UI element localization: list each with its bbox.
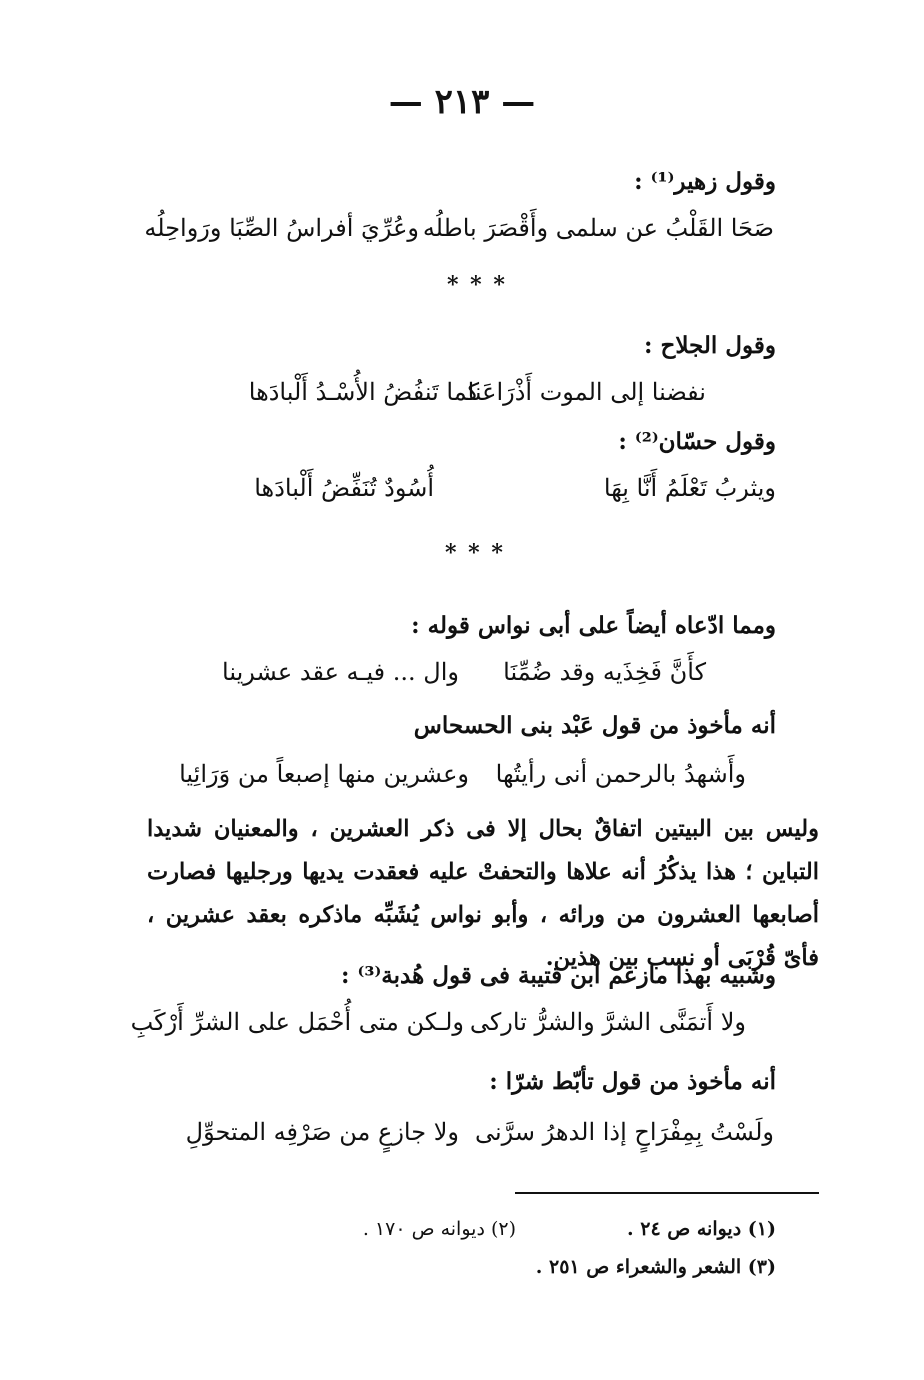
taabbata-hemistich-2: ولا جازعٍ من صَرْفِه المتحوِّلِ [185, 1118, 459, 1146]
footnote-3: (٣) الشعر والشعراء ص ٢٥١ . [535, 1256, 776, 1278]
abd-hemistich-1: وأَشهدُ بالرحمن أنى رأيتُها [495, 760, 746, 788]
taabbata-intro: أنه مأخوذ من قول تأبّط شرّا : [489, 1068, 776, 1095]
hudba-hemistich-2: ولـكن متى أُحْمَل على الشرِّ أَرْكَبِ [130, 1008, 464, 1036]
zuhair-intro: وقول زهير⁽¹⁾ : [634, 168, 776, 195]
footnote-2: (٢) ديوانه ص ١٧٠ . [362, 1218, 516, 1240]
commentary-paragraph: وليس بين البيتين اتفاقٌ بحال إلا فى ذكر العشرين ، والمعنيان شديدا التباين ؛ هذا يذكُرُ أنه علاها والتحفتْ عليه فعقدت يديها ورجليها فصارت أصابعها العشرون من ورائه ، وأبو نواس يُشَبِّه ماذكره بعقد عشرين ، فأىّ قُرْبَى أو نسب بين هذين. [147, 816, 819, 971]
footnote-1: (١) ديوانه ص ٢٤ . [627, 1218, 776, 1240]
hassan-intro: وقول حسّان⁽²⁾ : [618, 428, 776, 455]
abd-hemistich-2: وعشرين منها إصبعاً من وَرَائِيا [179, 760, 469, 788]
zuhair-hemistich-1: صَحَا القَلْبُ عن سلمى وأَقْصَرَ باطلُه [422, 214, 774, 242]
footnote-rule [515, 1192, 819, 1194]
hudba-intro: وشبيه بهذا مازعم ابن قتيبة فى قول هُدبة⁽³⁾ : [341, 962, 776, 989]
abunuwas-intro: ومما ادّعاه أيضاً على أبى نواس قوله : [411, 612, 776, 639]
hassan-hemistich-1: ويثربُ تَعْلَمُ أَنَّا بِهَا [603, 474, 776, 502]
jallah-intro: وقول الجلاح : [643, 332, 776, 359]
hudba-hemistich-1: ولا أَتمَنَّى الشرَّ والشرُّ تاركى [469, 1008, 746, 1036]
abunuwas-hemistich-2: وال ... فيـه عقد عشرينا [222, 658, 459, 686]
taabbata-hemistich-1: ولَسْتُ بِمِفْرَاحٍ إذا الدهرُ سرَّنى [474, 1118, 774, 1146]
section-divider-stars: * * * [447, 272, 507, 298]
abunuwas-hemistich-1: كأَنَّ فَخِذَيه وقد ضُمِّنَا [503, 658, 706, 686]
jallah-hemistich-1: نفضنا إلى الموت أَذْرَاعَنا [467, 378, 706, 406]
hassan-hemistich-2: أُسُودٌ تُنَفِّضُ أَلْبادَها [254, 474, 434, 502]
jallah-hemistich-2: كما تَنفُضُ الأُسْـدُ أَلْبادَها [248, 378, 479, 406]
abd-intro: أنه مأخوذ من قول عَبْد بنى الحسحاس [413, 712, 776, 739]
page-number: — ٢١٣ — [388, 82, 536, 122]
zuhair-hemistich-2: وعُرِّيَ أفراسُ الصِّبَا ورَواحِلُه [144, 214, 419, 242]
section-divider-stars-2: * * * [445, 540, 505, 566]
